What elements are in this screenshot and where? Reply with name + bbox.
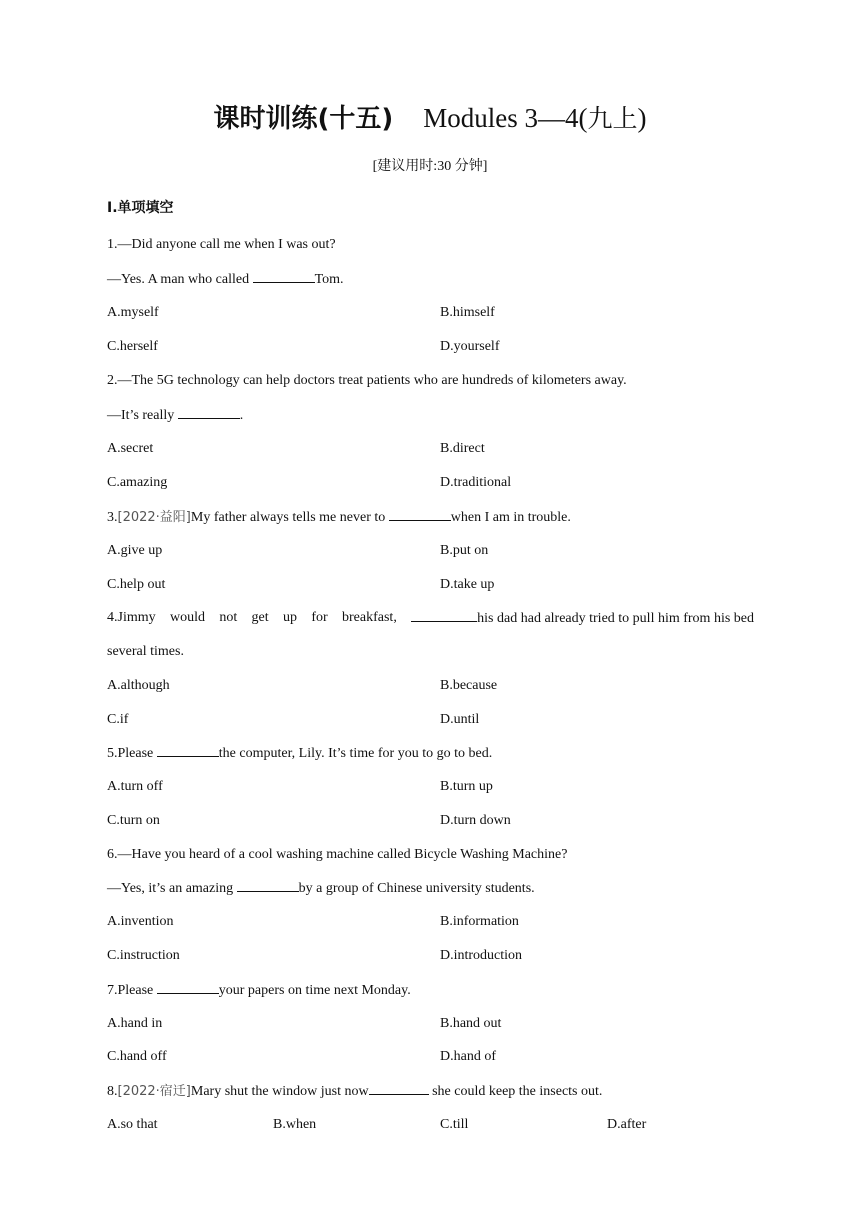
suggested-time: [建议用时:30 分钟] xyxy=(372,159,488,174)
option-a: A.so that xyxy=(107,1117,158,1132)
question-4-stem: 4.Jimmy would not get up for breakfast, his dad had already tried to pull him from his bed xyxy=(107,607,754,630)
question-source: [2022·宿迁] xyxy=(117,1084,191,1099)
option-c: C.herself xyxy=(107,339,158,354)
option-b: B.information xyxy=(440,914,519,929)
question-6-stem: 6.—Have you heard of a cool washing machine called Bicycle Washing Machine? xyxy=(107,847,568,862)
option-b: B.when xyxy=(273,1117,317,1132)
question-7-stem: 7.Please your papers on time next Monday. xyxy=(107,979,411,1002)
answer-blank xyxy=(157,979,219,994)
question-3-stem: 3.[2022·益阳]My father always tells me never to when I am in trouble. xyxy=(107,506,571,529)
answer-blank xyxy=(157,742,219,757)
answer-blank xyxy=(178,404,240,419)
option-a: A.give up xyxy=(107,543,163,558)
answer-blank xyxy=(389,506,451,521)
option-d: D.introduction xyxy=(440,948,523,963)
option-c: C.hand off xyxy=(107,1049,167,1064)
option-d: D.yourself xyxy=(440,339,500,354)
option-b: B.himself xyxy=(440,305,495,320)
question-6-answer-line: —Yes, it’s an amazing by a group of Chinese university students. xyxy=(107,877,535,900)
question-source: [2022·益阳] xyxy=(117,510,191,525)
question-4-continuation: several times. xyxy=(107,644,184,659)
option-d: D.hand of xyxy=(440,1049,496,1064)
option-d: D.after xyxy=(607,1117,647,1132)
option-b: B.hand out xyxy=(440,1016,502,1031)
question-5-stem: 5.Please the computer, Lily. It’s time for you to go to bed. xyxy=(107,742,492,765)
answer-blank xyxy=(369,1080,429,1095)
question-1-stem: 1.—Did anyone call me when I was out? xyxy=(107,237,336,252)
option-a: A.secret xyxy=(107,441,154,456)
option-c: C.turn on xyxy=(107,813,160,828)
option-c: C.till xyxy=(440,1117,469,1132)
option-d: D.turn down xyxy=(440,813,511,828)
answer-blank xyxy=(411,607,477,622)
option-b: B.put on xyxy=(440,543,489,558)
option-a: A.turn off xyxy=(107,779,163,794)
title-modules: Modules 3—4(九上) xyxy=(423,103,647,133)
option-c: C.help out xyxy=(107,577,166,592)
option-a: A.invention xyxy=(107,914,174,929)
option-a: A.myself xyxy=(107,305,159,320)
option-d: D.traditional xyxy=(440,475,512,490)
answer-blank xyxy=(253,268,315,283)
question-8-stem: 8.[2022·宿迁]Mary shut the window just now she could keep the insects out. xyxy=(107,1080,602,1103)
question-2-answer-line: —It’s really . xyxy=(107,404,243,427)
question-2-stem: 2.—The 5G technology can help doctors treat patients who are hundreds of kilometers away. xyxy=(107,373,627,388)
answer-blank xyxy=(237,877,299,892)
option-d: D.take up xyxy=(440,577,495,592)
option-c: C.amazing xyxy=(107,475,168,490)
option-c: C.instruction xyxy=(107,948,180,963)
option-b: B.because xyxy=(440,678,498,693)
option-a: A.hand in xyxy=(107,1016,163,1031)
option-b: B.direct xyxy=(440,441,485,456)
title-chinese: 课时训练(十五) xyxy=(213,104,394,134)
option-d: D.until xyxy=(440,712,480,727)
option-b: B.turn up xyxy=(440,779,493,794)
page-title xyxy=(0,98,860,139)
question-1-answer-line: —Yes. A man who called Tom. xyxy=(107,268,344,291)
option-c: C.if xyxy=(107,712,129,727)
section-heading: Ⅰ.单项填空 xyxy=(107,200,174,216)
option-a: A.although xyxy=(107,678,170,693)
